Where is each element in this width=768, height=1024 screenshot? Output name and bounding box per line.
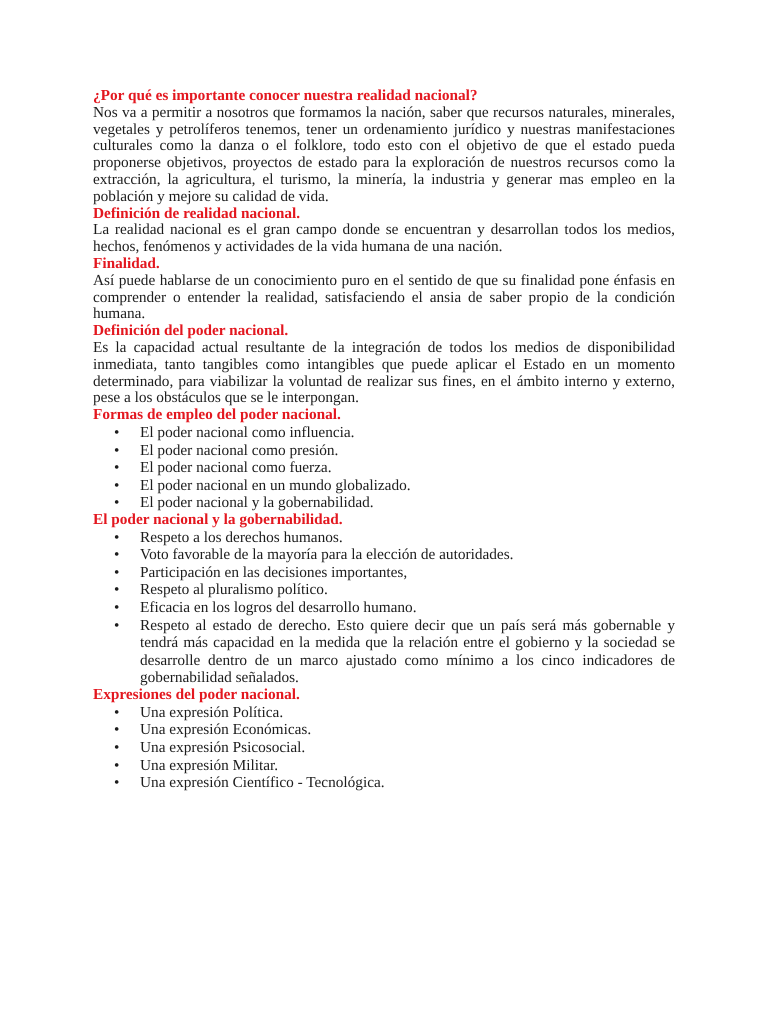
list-item-text: Participación en las decisiones importantes,: [140, 563, 408, 581]
bullet-icon: [114, 494, 124, 512]
section-heading: Formas de empleo del poder nacional.: [93, 406, 341, 424]
bullet-icon: [114, 599, 124, 617]
bullet-icon: [114, 617, 124, 635]
list-item-text: Respeto al estado de derecho. Esto quiere decir que un país será más gobernable y tendrá más capacidad en la medida que la relación entre el gobierno y la sociedad se desarrolle dentro de un marco ajustado como mínimo a los cinco indicadores de gobernabilidad señalados.: [140, 616, 675, 687]
list-item: [93, 581, 675, 599]
section-heading: Finalidad.: [93, 254, 160, 272]
list-item-text: Una expresión Psicosocial.: [140, 739, 306, 757]
list-item-text: Eficacia en los logros del desarrollo humano.: [140, 599, 417, 617]
list-item-text: Una expresión Económicas.: [140, 721, 312, 739]
section-heading: Definición del poder nacional.: [93, 322, 289, 340]
list-item: [93, 529, 675, 547]
bullet-list: [93, 424, 675, 512]
bullet-icon: [114, 757, 124, 775]
section-importancia-realidad-nacional: [93, 88, 675, 206]
list-item: [93, 494, 675, 512]
list-item: [93, 459, 675, 477]
list-item: [93, 564, 675, 582]
list-item-text: Voto favorable de la mayoría para la elección de autoridades.: [140, 546, 514, 564]
list-item: [93, 477, 675, 495]
bullet-icon: [114, 581, 124, 599]
list-item-text: Respeto al pluralismo político.: [140, 581, 328, 599]
list-item-text: El poder nacional como presión.: [140, 441, 339, 459]
section-heading: El poder nacional y la gobernabilidad.: [93, 510, 343, 528]
bullet-icon: [114, 424, 124, 442]
bullet-list: [93, 704, 675, 792]
bullet-icon: [114, 546, 124, 564]
section-gobernabilidad: [93, 512, 675, 687]
section-expresiones: [93, 687, 675, 792]
list-item: [93, 424, 675, 442]
section-paragraph: La realidad nacional es el gran campo donde se encuentran y desarrollan todos los medios, hechos, fenómenos y actividades de la vida humana de una nación.: [93, 221, 675, 256]
section-heading: ¿Por qué es importante conocer nuestra realidad nacional?: [93, 87, 478, 104]
bullet-icon: [114, 721, 124, 739]
list-item-text: El poder nacional en un mundo globalizado.: [140, 476, 411, 494]
list-item-text: El poder nacional y la gobernabilidad.: [140, 494, 374, 512]
bullet-icon: [114, 739, 124, 757]
list-item: [93, 599, 675, 617]
list-item-text: Respeto a los derechos humanos.: [140, 528, 343, 546]
section-formas-de-empleo: [93, 407, 675, 512]
bullet-icon: [114, 774, 124, 792]
section-paragraph: Es la capacidad actual resultante de la integración de todos los medios de disponibilidad inmediata, tanto tangibles como intangibles que puede aplicar el Estado en un momento determinado, para viabilizar la voluntad de realizar sus fines, en el ámbito interno y externo, pese a los obstáculos que se le interpongan.: [93, 338, 675, 407]
bullet-icon: [114, 477, 124, 495]
list-item-text: El poder nacional como influencia.: [140, 423, 355, 441]
section-definicion-poder-nacional: [93, 323, 675, 407]
bullet-icon: [114, 529, 124, 547]
list-item: [93, 546, 675, 564]
list-item: [93, 721, 675, 739]
bullet-list: [93, 529, 675, 687]
section-finalidad: [93, 256, 675, 323]
list-item: [93, 442, 675, 460]
section-definicion-realidad-nacional: [93, 206, 675, 256]
list-item: [93, 757, 675, 775]
list-item: [93, 617, 675, 687]
section-paragraph: Nos va a permitir a nosotros que formamos la nación, saber que recursos naturales, minerales, vegetales y petrolíferos tenemos, tener un ordenamiento jurídico y nuestras manifestaciones culturales como la danza o el folklore, todo esto con el objetivo de que el estado pueda proponerse objetivos, proyectos de estado para la exploración de nuestros recursos como la extracción, la agricultura, el turismo, la minería, la industria y generar mas empleo en la población y mejore su calidad de vida.: [93, 103, 675, 205]
list-item-text: El poder nacional como fuerza.: [140, 459, 332, 477]
list-item-text: Una expresión Científico - Tecnológica.: [140, 774, 385, 792]
list-item: [93, 774, 675, 792]
list-item-text: Una expresión Política.: [140, 703, 284, 721]
section-heading: Definición de realidad nacional.: [93, 204, 301, 222]
list-item-text: Una expresión Militar.: [140, 756, 279, 774]
bullet-icon: [114, 459, 124, 477]
bullet-icon: [114, 704, 124, 722]
list-item: [93, 739, 675, 757]
bullet-icon: [114, 442, 124, 460]
list-item: [93, 704, 675, 722]
section-paragraph: Así puede hablarse de un conocimiento puro en el sentido de que su finalidad pone énfasis en comprender o entender la realidad, satisfaciendo el ansia de saber propio de la condición humana.: [93, 271, 675, 323]
bullet-icon: [114, 564, 124, 582]
section-heading: Expresiones del poder nacional.: [93, 686, 300, 704]
